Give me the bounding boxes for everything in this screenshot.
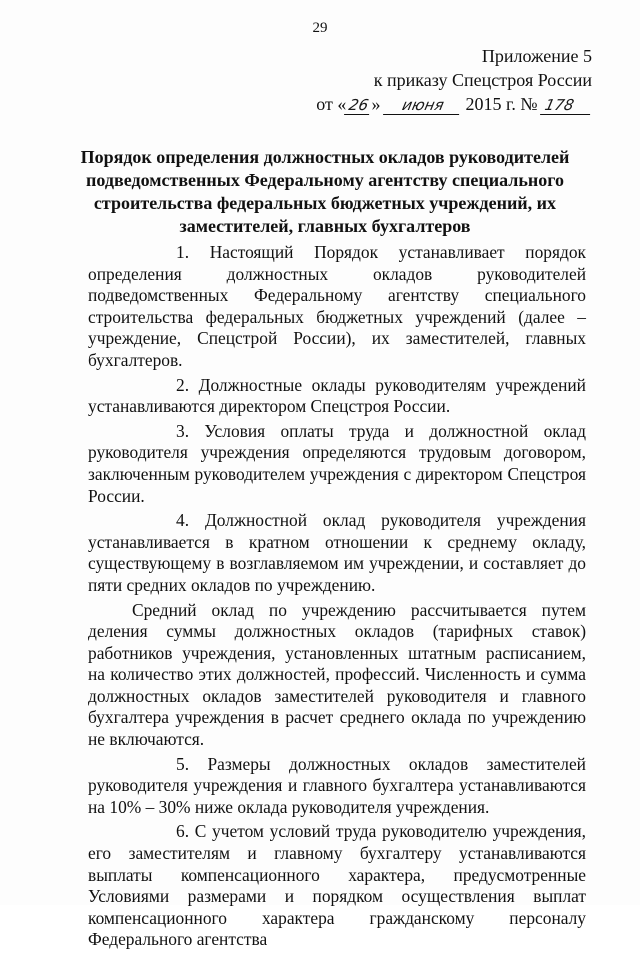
date-month-handwritten: июня [383,96,463,115]
paragraph-number: 1. [176,242,190,262]
paragraph-2 [88,375,586,418]
paragraph-text: С учетом условий труда руководителю учреждения, его заместителям и главному бухгалтеру устанавливаются выплаты компенсационного характера, предусмотренные Условиями размерами и порядком осуществления выплат компенсационного характера гражданскому персоналу Федерального агентства [88,821,587,950]
paragraph-text: Размеры должностных окладов заместителей руководителя учреждения и главного бухгалтера устанавливаются на 10% – 30% ниже оклада руководителя учреждения. [88,753,586,817]
paragraph-text: Условия оплаты труда и должностной оклад руководителя учреждения определяются трудовым договором, заключенным руководителем учреждения с директором Спецстроя России. [88,420,586,506]
paragraph-3 [88,421,586,507]
paragraph-text: Должностной оклад руководителя учреждения устанавливается в кратном отношении к среднему окладу, существующему в возглавляемом им учреждении, и составляет до пяти средних окладов по учреждению. [88,510,586,595]
title-line: заместителей, главных бухгалтеров [179,216,471,236]
appendix-order-ref: к приказу Спецстроя России [373,70,592,90]
paragraph-4 [88,510,586,596]
page-number: 29 [312,20,328,36]
document-body [88,242,586,954]
title-line: Порядок определения должностных окладов руководителей [80,147,570,167]
paragraph-number: 5. [176,753,190,774]
appendix-header [316,44,592,116]
paragraph-1 [88,242,586,372]
document-title [70,146,580,238]
paragraph-text: Настоящий Порядок устанавливает порядок определения должностных окладов руководителей подведомственных Федеральному агентству специального строительства федеральных бюджетных учреждений (далее – учреждение, Спецстрой России), их заместителей, главных бухгалтеров. [88,242,586,370]
appendix-label: Приложение 5 [481,46,592,66]
paragraph-text: Средний оклад по учреждению рассчитывается путем деления суммы должностных окладов (тарифных ставок) работников учреждения, установленных штатным расписанием, на количество этих должностей, профессий. Численность и сумма должностных окладов заместителей руководителя и главного бухгалтера учреждения в расчет среднего оклада по учреждению не включаются. [88,599,586,750]
paragraph-number: 6. [176,821,190,842]
paragraph-number: 4. [176,510,190,531]
appendix-date-line [316,92,592,116]
date-mid: » [371,94,381,114]
paragraph-6 [88,821,586,951]
date-prefix: от « [316,94,347,114]
paragraph-text: Должностные оклады руководителям учреждений устанавливаются директором Спецстроя России. [88,374,586,417]
title-line: подведомственных Федеральному агентству специального [86,170,564,190]
date-year: 2015 г. № [465,94,538,114]
title-line: строительства федеральных бюджетных учреждений, их [93,193,557,213]
order-number-handwritten: 178 [540,96,594,115]
paragraph-number: 2. [176,374,190,395]
paragraph-number: 3. [176,420,190,441]
paragraph-4-continued [88,600,586,751]
paragraph-5 [88,754,586,819]
date-day-handwritten: 26 [344,96,373,115]
